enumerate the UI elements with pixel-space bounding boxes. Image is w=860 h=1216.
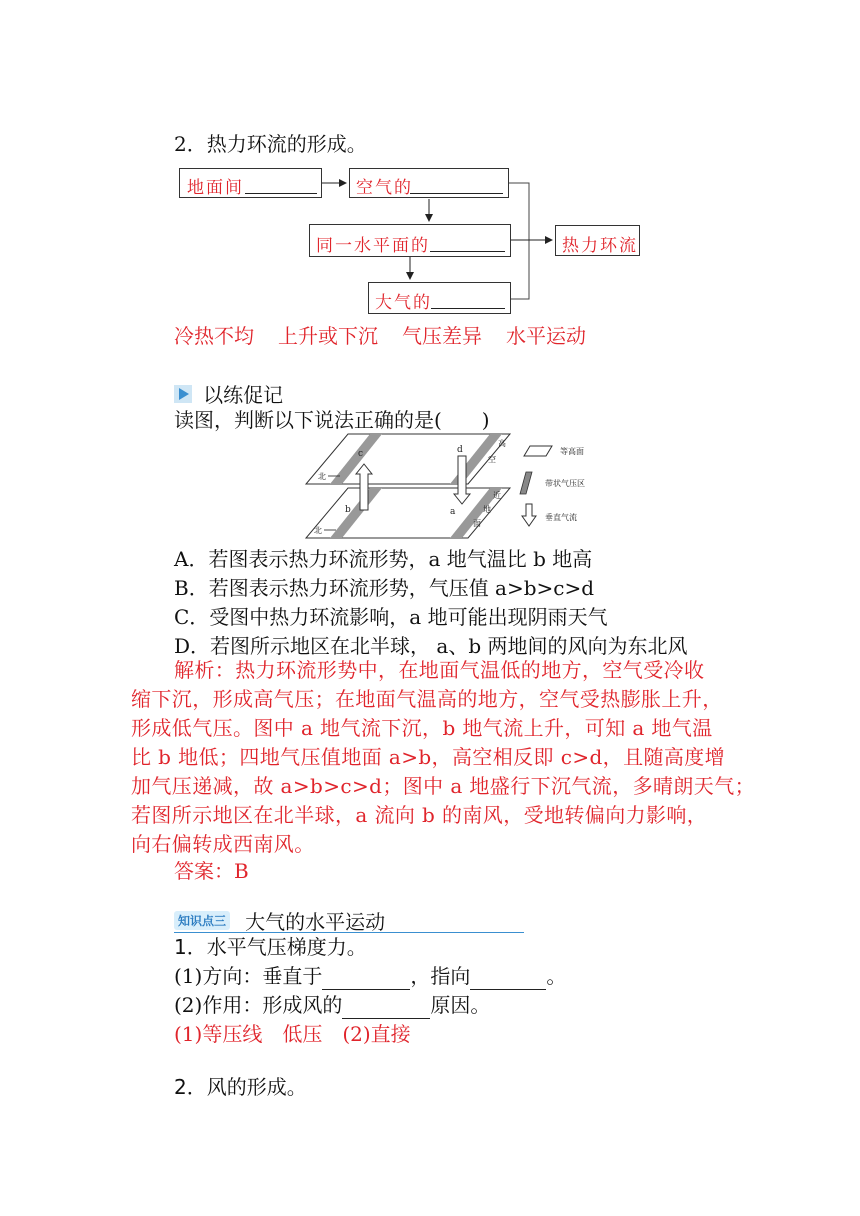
section2-answers: [174, 322, 586, 350]
analysis-line: 若图所示地区在北半球，a 流向 b 的南风，受地转偏向力影响，: [131, 803, 708, 827]
label-b: b: [345, 505, 351, 515]
flow-label-atmos: 大气的: [375, 293, 432, 313]
option-c: C．受图中热力环流影响，a 地可能出现阴雨天气: [174, 605, 608, 629]
label-air: 空: [488, 455, 496, 464]
practice-heading-text: 以练促记: [203, 383, 284, 407]
label-d: d: [457, 445, 463, 455]
analysis-line: 比 b 地低；四地气压值地面 a>b，高空相反即 c>d，且随高度增: [131, 745, 726, 769]
fill-blank: [470, 971, 546, 990]
legend-arrow-label: 垂直气流: [545, 513, 577, 522]
option-d: D．若图所示地区在北半球， a、b 两地间的风向为东北风: [174, 634, 688, 658]
legend-arrow-icon: [522, 504, 536, 526]
label-near: 近: [493, 491, 501, 500]
practice-question: 读图，判断以下说法正确的是( ): [174, 408, 490, 432]
analysis-line: 缩下沉，形成高气压；在地面气温高的地方，空气受热膨胀上升，: [131, 687, 723, 711]
legend-plane-label: 等高面: [560, 447, 584, 456]
section3-header: [174, 906, 524, 933]
label-north-bottom: 北: [314, 526, 322, 535]
flow-label-ground: 地面间: [187, 178, 244, 198]
analysis-paragraph: [131, 656, 755, 859]
line1-mid: ，指向: [410, 964, 471, 988]
section-title-thermal-circulation: 2．热力环流的形成。: [174, 132, 367, 156]
fill-blank: [322, 971, 410, 990]
flow-label-result: 热力环流: [562, 236, 638, 256]
flow-connectors: [0, 0, 860, 340]
label-ground: 地: [483, 505, 491, 514]
label-a: a: [450, 507, 456, 517]
practice-answer: 答案：B: [174, 859, 249, 883]
label-high: 高: [498, 439, 506, 448]
analysis-line: 向右偏转成西南风。: [131, 832, 315, 856]
practice-heading: [174, 379, 283, 408]
thermal-circulation-figure: [300, 432, 610, 542]
fill-blank: [342, 1000, 430, 1019]
answer-4: 水平运动: [506, 324, 586, 348]
flow-label-level: 同一水平面的: [316, 236, 430, 256]
line1-prefix: (1)方向：垂直于: [174, 964, 323, 988]
section3-title: 大气的水平运动: [245, 910, 386, 934]
analysis-line: 形成低气压。图中 a 地气流下沉，b 地气流上升，可知 a 地气温: [131, 716, 713, 740]
option-a: A．若图表示热力环流形势，a 地气温比 b 地高: [174, 547, 593, 571]
label-surface: 面: [473, 519, 481, 528]
item1-line2: [174, 991, 490, 1019]
answer-1: 冷热不均: [174, 324, 254, 348]
label-north-top: 北: [318, 472, 326, 481]
analysis-line: 解析：热力环流形势中，在地面气温低的地方，空气受冷收: [174, 658, 705, 682]
line1-end: 。: [546, 964, 567, 988]
legend-band-label: 带状气压区: [545, 479, 585, 488]
play-icon: [174, 385, 192, 403]
item1-line1: [174, 962, 566, 990]
legend-plane-icon: [524, 446, 552, 456]
line2-suffix: 原因。: [430, 993, 491, 1017]
legend-band-icon: [520, 472, 532, 494]
item1-title: 1．水平气压梯度力。: [174, 935, 367, 959]
section3-answers: (1)等压线 低压 (2)直接: [174, 1022, 411, 1046]
label-c: c: [358, 449, 364, 459]
flow-label-air: 空气的: [356, 178, 413, 198]
item2-title: 2．风的形成。: [174, 1075, 307, 1099]
answer-2: 上升或下沉: [278, 324, 378, 348]
analysis-line: 加气压递减，故 a>b>c>d；图中 a 地盛行下沉气流，多晴朗天气；: [131, 774, 755, 798]
line2-prefix: (2)作用：形成风的: [174, 993, 343, 1017]
answer-3: 气压差异: [402, 324, 482, 348]
option-b: B．若图表示热力环流形势，气压值 a>b>c>d: [174, 576, 595, 600]
knowledge-badge: 知识点三: [174, 911, 230, 930]
